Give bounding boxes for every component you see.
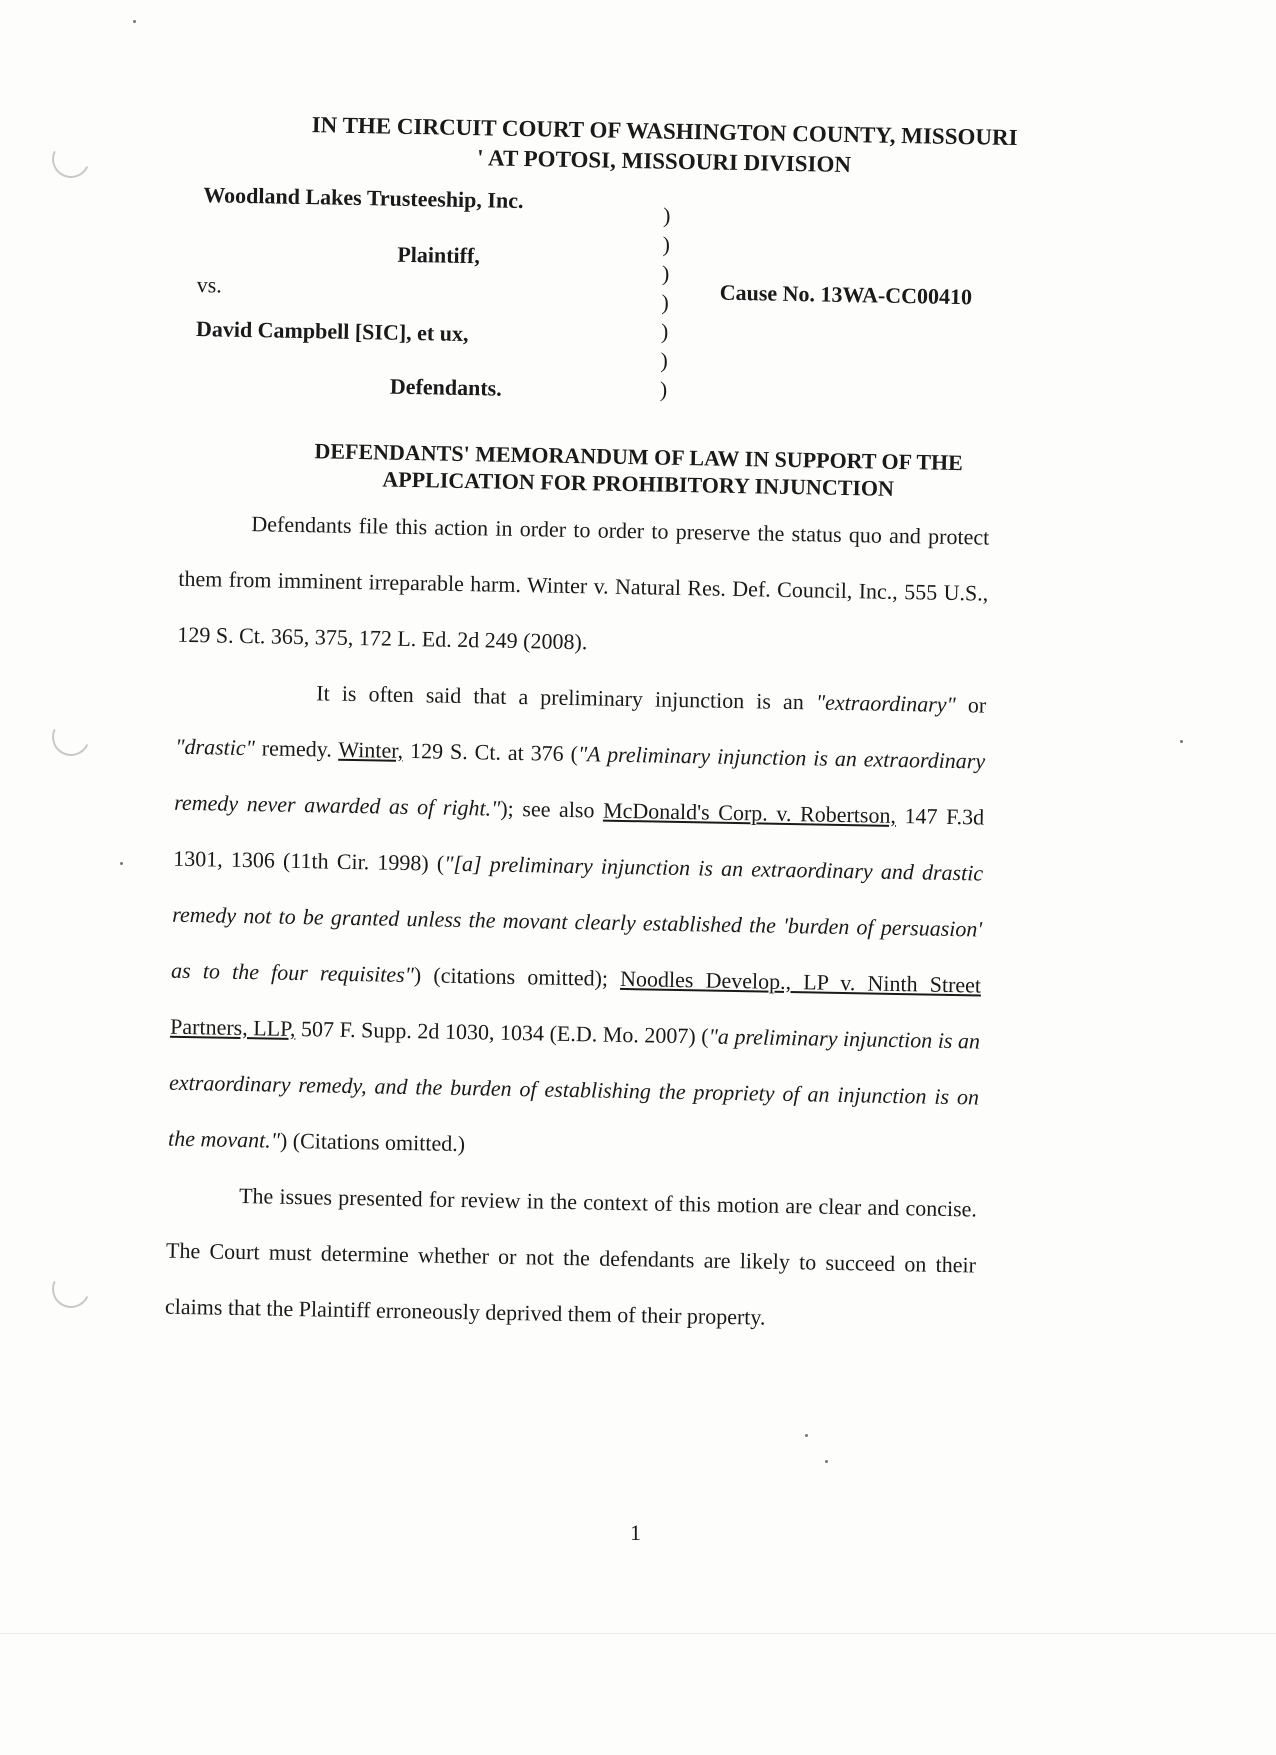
case-citation-mcdonalds: McDonald's Corp. v. Robertson, bbox=[602, 797, 897, 828]
scan-speck bbox=[1180, 740, 1183, 743]
scan-edge-line bbox=[0, 1633, 1276, 1634]
p2-text: or bbox=[955, 692, 987, 718]
court-header-line-2: ' AT POTOSI, MISSOURI DIVISION bbox=[476, 145, 852, 178]
defendant-name: David Campbell [SIC], et ux, bbox=[195, 316, 469, 347]
caption-paren: ) bbox=[661, 289, 670, 315]
scan-speck bbox=[805, 1434, 808, 1437]
p2-text: ) (citations omitted); bbox=[413, 962, 621, 991]
caption-paren: ) bbox=[662, 202, 671, 228]
punch-hole-mark bbox=[47, 135, 96, 184]
p2-text: remedy. bbox=[254, 735, 339, 762]
case-citation-winter: Winter, bbox=[338, 736, 404, 763]
caption-parentheses bbox=[660, 201, 678, 404]
paragraph-1: Defendants file this action in order to order to preserve the status quo and protect them from imminent irreparable harm. Winter v. Natural Res. Def. Council, Inc., 555 U.S., 129 S. Ct. 365, 375, 172 L. Ed. 2d 249 (2008). bbox=[177, 511, 990, 655]
p2-quote: "a preliminary injunction is an extraordinary remedy, and the burden of establishing the propriety of an injunction is on the movant." bbox=[167, 1023, 981, 1153]
versus-label: vs. bbox=[196, 272, 223, 298]
caption-paren: ) bbox=[659, 376, 668, 402]
p2-quote: "A preliminary injunction is an extraordinary remedy never awarded as of right." bbox=[174, 741, 986, 821]
p2-text: ); see also bbox=[500, 795, 604, 823]
memorandum-title bbox=[208, 435, 1069, 505]
p2-text: 129 S. Ct. at 376 ( bbox=[402, 737, 579, 767]
caption-paren: ) bbox=[660, 318, 669, 344]
case-caption bbox=[189, 182, 1093, 443]
p2-text: 507 F. Supp. 2d 1030, 1034 (E.D. Mo. 2007) ( bbox=[295, 1015, 709, 1049]
punch-hole-mark bbox=[47, 713, 96, 762]
p2-quote: "[a] preliminary injunction is an extraordinary and drastic remedy not to be granted unless the movant clearly established the 'burden of persuasion' as to the four requisites" bbox=[170, 850, 984, 988]
cause-number: Cause No. 13WA-CC00410 bbox=[719, 279, 973, 310]
caption-paren: ) bbox=[660, 347, 669, 373]
court-header-line-1: IN THE CIRCUIT COURT OF WASHINGTON COUNTY, MISSOURI bbox=[311, 112, 1018, 151]
case-citation-noodles: Noodles Develop., LP v. Ninth Street Partners, LLP, bbox=[169, 965, 982, 1041]
scan-speck bbox=[133, 20, 136, 23]
document-body bbox=[164, 108, 1095, 1351]
scan-speck bbox=[825, 1460, 828, 1463]
punch-hole-mark bbox=[47, 1265, 96, 1314]
memorandum-title-line-2: APPLICATION FOR PROHIBITORY INJUNCTION bbox=[382, 466, 895, 501]
p2-text: It is often said that a preliminary injunction is an bbox=[316, 680, 817, 715]
court-header bbox=[234, 109, 1095, 185]
memorandum-body bbox=[165, 495, 990, 1350]
plaintiff-name: Woodland Lakes Trusteeship, Inc. bbox=[203, 182, 524, 214]
memorandum-title-line-1: DEFENDANTS' MEMORANDUM OF LAW IN SUPPORT OF THE bbox=[314, 438, 964, 476]
plaintiff-role: Plaintiff, bbox=[397, 241, 481, 269]
page-number: 1 bbox=[630, 1520, 641, 1545]
p2-italic: "drastic" bbox=[175, 733, 256, 761]
caption-paren: ) bbox=[662, 231, 671, 257]
p2-text: ) (Citations omitted.) bbox=[279, 1127, 466, 1157]
paragraph-3: The issues presented for review in the context of this motion are clear and concise. The Court must determine whether or not the defendants are likely to succeed on their claims that the Plaintiff erroneously deprived them of their property. bbox=[164, 1182, 978, 1330]
p2-italic: "extraordinary" bbox=[815, 689, 957, 718]
defendant-role: Defendants. bbox=[389, 373, 502, 401]
scan-speck bbox=[120, 862, 123, 865]
caption-paren: ) bbox=[661, 260, 670, 286]
p2-text: 147 F.3d 1301, 1306 (11th Cir. 1998) ( bbox=[173, 802, 985, 876]
paragraph-2 bbox=[168, 663, 987, 1182]
